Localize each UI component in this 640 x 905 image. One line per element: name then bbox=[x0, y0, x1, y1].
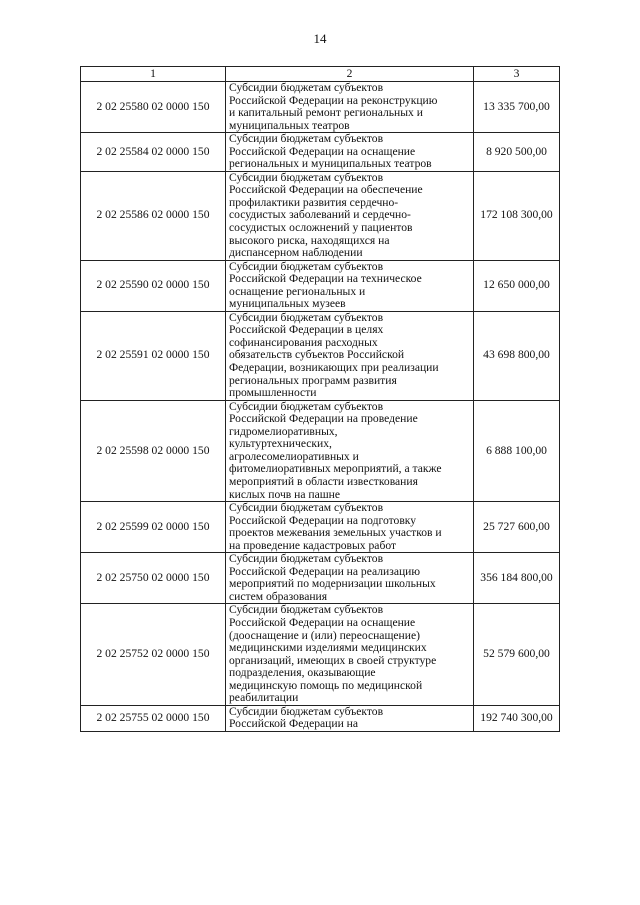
description-line: Российской Федерации на реализацию bbox=[229, 564, 421, 578]
description-cell bbox=[226, 133, 474, 172]
table-body bbox=[81, 82, 560, 732]
amount-cell: 6 888 100,00 bbox=[474, 400, 560, 501]
description-line: диспансерном наблюдении bbox=[229, 246, 363, 260]
budget-table bbox=[80, 66, 560, 732]
description-cell bbox=[226, 400, 474, 501]
description-line: Субсидии бюджетам субъектов bbox=[229, 501, 384, 515]
table-header-row bbox=[81, 67, 560, 82]
description-line: профилактики развития сердечно- bbox=[229, 195, 399, 209]
description-line: кислых почв на пашне bbox=[229, 487, 341, 501]
description-line: региональных программ развития bbox=[229, 373, 397, 387]
description-line: Субсидии бюджетам субъектов bbox=[229, 552, 384, 566]
table-row bbox=[81, 171, 560, 260]
budget-code-cell: 2 02 25599 02 0000 150 bbox=[81, 502, 226, 553]
description-line: муниципальных театров bbox=[229, 118, 350, 132]
budget-code-cell: 2 02 25586 02 0000 150 bbox=[81, 171, 226, 260]
description-line: промышленности bbox=[229, 386, 317, 400]
table-row bbox=[81, 133, 560, 172]
description-line: агролесомелиоративных и bbox=[229, 449, 359, 463]
budget-code-cell: 2 02 25755 02 0000 150 bbox=[81, 705, 226, 731]
description-line: Субсидии бюджетам субъектов bbox=[229, 603, 384, 617]
page-number: 14 bbox=[313, 31, 327, 46]
description-line: Субсидии бюджетам субъектов bbox=[229, 310, 384, 324]
description-line: проектов межевания земельных участков и bbox=[229, 526, 442, 540]
description-line: Российской Федерации на реконструкцию bbox=[229, 93, 438, 107]
amount-cell: 13 335 700,00 bbox=[474, 82, 560, 133]
budget-code-cell: 2 02 25584 02 0000 150 bbox=[81, 133, 226, 172]
description-line: на проведение кадастровых работ bbox=[229, 538, 397, 552]
description-line: гидромелиоративных, bbox=[229, 424, 338, 438]
amount-cell: 52 579 600,00 bbox=[474, 604, 560, 705]
budget-code-cell: 2 02 25591 02 0000 150 bbox=[81, 311, 226, 400]
table-row bbox=[81, 502, 560, 553]
budget-code-cell: 2 02 25750 02 0000 150 bbox=[81, 553, 226, 604]
table-row bbox=[81, 260, 560, 311]
table-row bbox=[81, 604, 560, 705]
description-line: Субсидии бюджетам субъектов bbox=[229, 704, 384, 718]
budget-code-cell: 2 02 25580 02 0000 150 bbox=[81, 82, 226, 133]
budget-code-cell: 2 02 25590 02 0000 150 bbox=[81, 260, 226, 311]
description-line: Субсидии бюджетам субъектов bbox=[229, 132, 384, 146]
description-line: муниципальных музеев bbox=[229, 297, 346, 311]
amount-cell: 356 184 800,00 bbox=[474, 553, 560, 604]
description-line: Российской Федерации на оснащение bbox=[229, 144, 416, 158]
description-line: обязательств субъектов Российской bbox=[229, 348, 405, 362]
description-line: организаций, имеющих в своей структуре bbox=[229, 653, 437, 667]
budget-code-cell: 2 02 25752 02 0000 150 bbox=[81, 604, 226, 705]
description-line: реабилитации bbox=[229, 691, 299, 705]
table-row bbox=[81, 705, 560, 731]
amount-cell: 172 108 300,00 bbox=[474, 171, 560, 260]
description-line: Российской Федерации на подготовку bbox=[229, 513, 417, 527]
description-line: Российской Федерации в целях bbox=[229, 323, 384, 337]
description-cell bbox=[226, 502, 474, 553]
table-row bbox=[81, 82, 560, 133]
description-line: Российской Федерации на bbox=[229, 717, 359, 731]
description-line: Российской Федерации на техническое bbox=[229, 272, 422, 286]
description-line: мероприятий по модернизации школьных bbox=[229, 577, 436, 591]
description-cell bbox=[226, 705, 474, 731]
description-line: Российской Федерации на проведение bbox=[229, 412, 418, 426]
description-line: систем образования bbox=[229, 589, 328, 603]
description-line: медицинскую помощь по медицинской bbox=[229, 678, 423, 692]
table-row bbox=[81, 553, 560, 604]
amount-cell: 25 727 600,00 bbox=[474, 502, 560, 553]
description-line: Субсидии бюджетам субъектов bbox=[229, 399, 384, 413]
description-line: софинансирования расходных bbox=[229, 335, 378, 349]
description-line: культуртехнических, bbox=[229, 437, 332, 451]
amount-cell: 8 920 500,00 bbox=[474, 133, 560, 172]
description-line: мероприятий в области известкования bbox=[229, 474, 418, 488]
description-line: Российской Федерации на оснащение bbox=[229, 615, 416, 629]
amount-cell: 43 698 800,00 bbox=[474, 311, 560, 400]
description-cell bbox=[226, 311, 474, 400]
table-row bbox=[81, 400, 560, 501]
column-header-2: 2 bbox=[226, 67, 474, 82]
table-row bbox=[81, 311, 560, 400]
description-cell bbox=[226, 260, 474, 311]
description-line: Федерации, возникающих при реализации bbox=[229, 361, 439, 375]
description-line: Субсидии бюджетам субъектов bbox=[229, 81, 384, 94]
amount-cell: 12 650 000,00 bbox=[474, 260, 560, 311]
description-line: Российской Федерации на обеспечение bbox=[229, 183, 423, 197]
description-line: фитомелиоративных мероприятий, а также bbox=[229, 462, 442, 476]
description-line: (дооснащение и (или) переоснащение) bbox=[229, 628, 420, 642]
description-line: региональных и муниципальных театров bbox=[229, 157, 432, 171]
budget-code-cell: 2 02 25598 02 0000 150 bbox=[81, 400, 226, 501]
description-line: высокого риска, находящихся на bbox=[229, 233, 390, 247]
description-line: медицинскими изделиями медицинских bbox=[229, 641, 427, 655]
column-header-1: 1 bbox=[81, 67, 226, 82]
description-line: оснащение региональных и bbox=[229, 284, 366, 298]
description-line: Субсидии бюджетам субъектов bbox=[229, 259, 384, 273]
description-line: сосудистых заболеваний и сердечно- bbox=[229, 208, 411, 222]
description-line: сосудистых осложнений у пациентов bbox=[229, 221, 413, 235]
description-line: Субсидии бюджетам субъектов bbox=[229, 170, 384, 184]
description-cell bbox=[226, 604, 474, 705]
column-header-3: 3 bbox=[474, 67, 560, 82]
description-cell bbox=[226, 171, 474, 260]
amount-cell: 192 740 300,00 bbox=[474, 705, 560, 731]
description-cell bbox=[226, 82, 474, 133]
description-line: и капитальный ремонт региональных и bbox=[229, 106, 423, 120]
description-line: подразделения, оказывающие bbox=[229, 666, 376, 680]
description-cell bbox=[226, 553, 474, 604]
